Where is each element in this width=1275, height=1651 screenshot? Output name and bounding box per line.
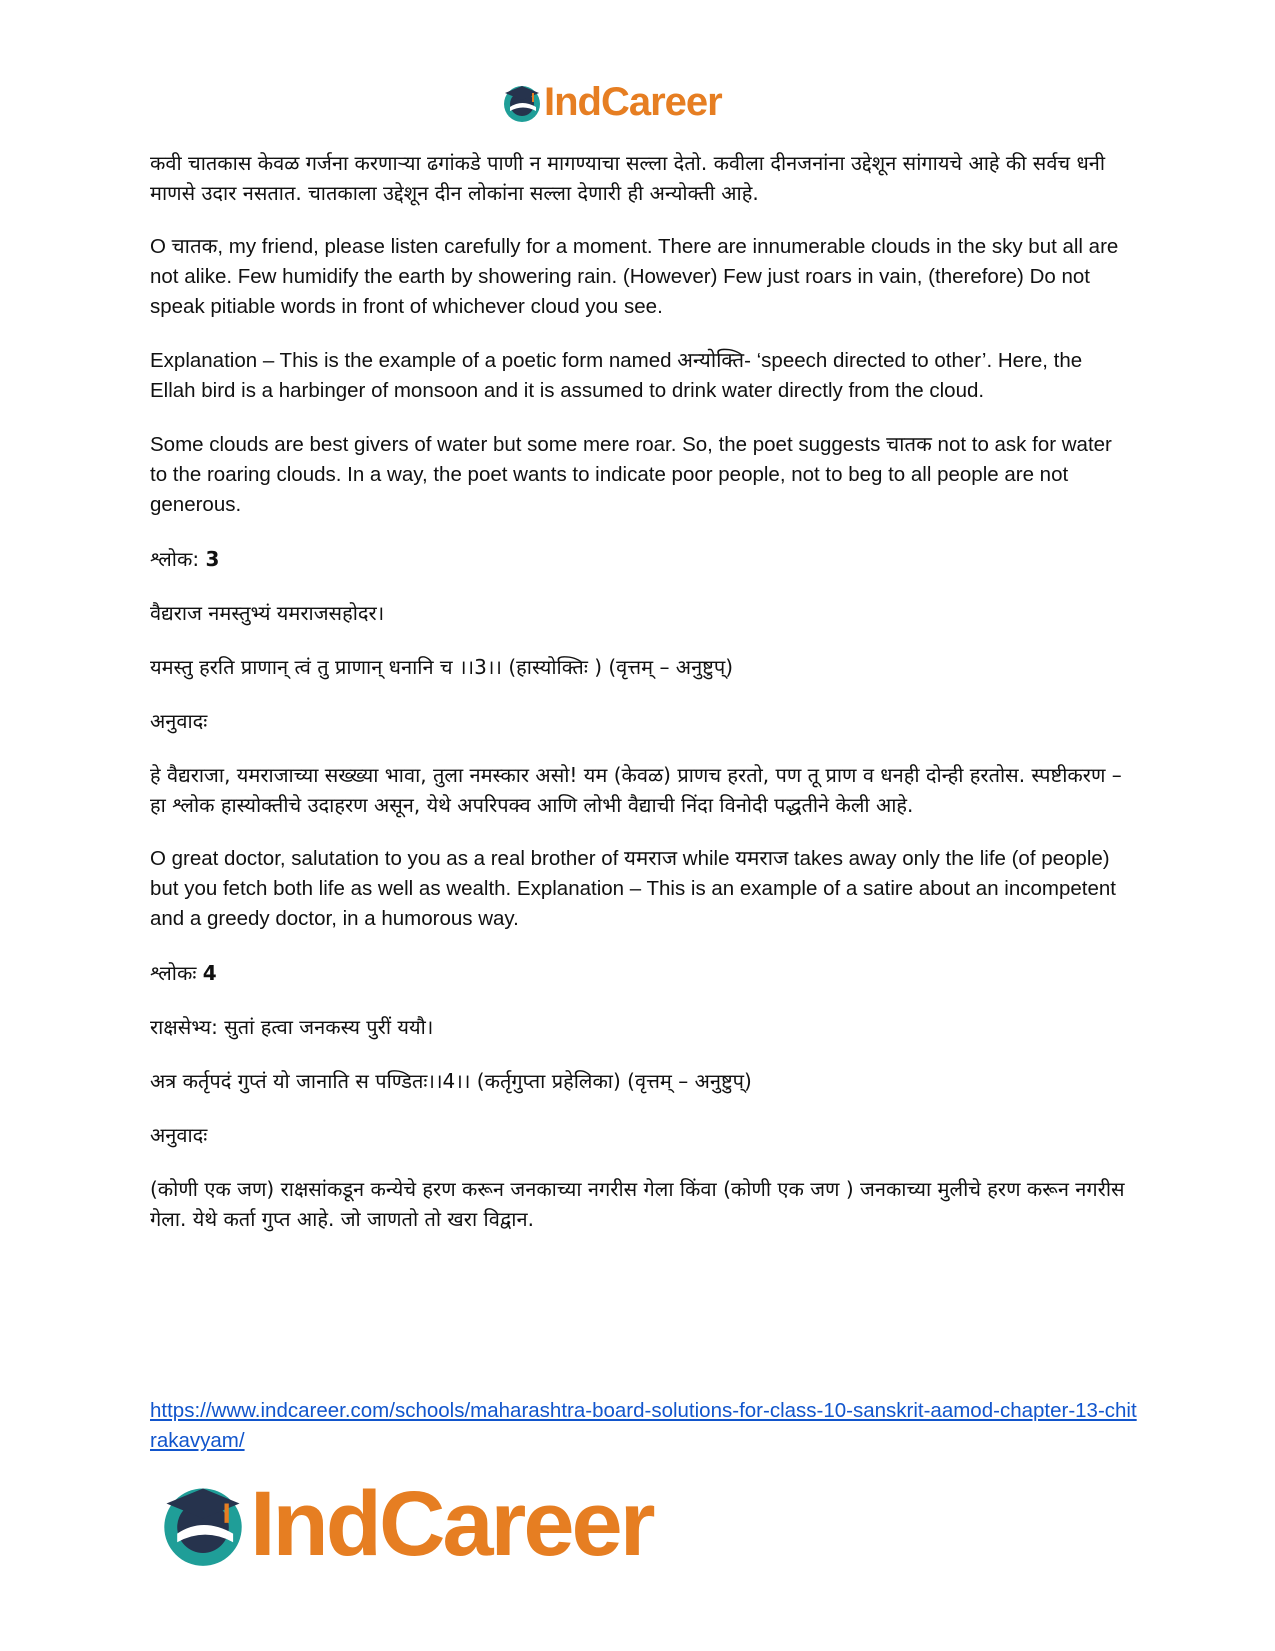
shloka-line-2: अत्र कर्तृपदं गुप्तं यो जानाति स पण्डितः।।4।। (कर्तृगुप्ता प्रहेलिका) (वृत्तम् – अनुष्टुप्) xyxy=(150,1069,752,1093)
source-link[interactable]: https://www.indcareer.com/schools/maharashtra-board-solutions-for-class-10-sanskrit-aamod-chapter-13-chitrakavyam/ xyxy=(150,1399,1137,1452)
paragraph-translation: O चातक, my friend, please listen carefully for a moment. There are innumerable clouds in the sky but all are not alike. Few humidify the earth by showering rain. (However) Few just roars in vain, (therefore) Do not speak pitiable words in front of whichever cloud you see. xyxy=(150,235,1119,318)
shloka-label: श्लोक: xyxy=(150,547,200,571)
graduation-globe-icon xyxy=(502,83,542,123)
paragraph-marathi-translation: हे वैद्यराजा, यमराजाच्या सख्ख्या भावा, तुला नमस्कार असो! यम (केवळ) प्राणच हरतो, पण तू प्राण व धनही दोन्ही हरतोस. स्पष्टीकरण – हा श्लोक हास्योक्तीचे उदाहरण असून, येथे अपरिपक्व आणि लोभी वैद्याची निंदा विनोदी पद्धतीने केली आहे. xyxy=(150,763,1122,817)
paragraph-marathi-intro: कवी चातकास केवळ गर्जना करणाऱ्या ढगांकडे पाणी न मागण्याचा सल्ला देतो. कवीला दीनजनांना उद्देशून सांगायचे आहे की सर्वच धनी माणसे उदार नसतात. चातकाला उद्देशून दीन लोकांना सल्ला देणारी ही अन्योक्ती आहे. xyxy=(150,151,1106,205)
brand-name: IndCareer xyxy=(544,80,722,124)
paragraph-suggestion: Some clouds are best givers of water but some mere roar. So, the poet suggests चातक not to ask for water to the roaring clouds. In a way, the poet wants to indicate poor people, not to beg to all people are not generous. xyxy=(150,433,1112,516)
shloka-heading-3 xyxy=(150,544,1130,574)
shloka-line-2: यमस्तु हरति प्राणान् त्वं तु प्राणान् धनानि च ।।3।। (हास्योक्तिः ) (वृत्तम् – अनुष्टुप्) xyxy=(150,655,734,679)
shloka-line-1: राक्षसेभ्य: सुतां हत्वा जनकस्य पुरीं ययौ। xyxy=(150,1015,434,1039)
translation-heading: अनुवादः xyxy=(150,709,208,733)
shloka-heading-4 xyxy=(150,958,1130,988)
paragraph-explanation: Explanation – This is the example of a poetic form named अन्योक्ति- ‘speech directed to other’. Here, the Ellah bird is a harbinger of monsoon and it is assumed to drink water directly from the cloud. xyxy=(150,349,1083,402)
brand-logo-top xyxy=(502,80,722,125)
shloka-number: 3 xyxy=(205,547,220,571)
document-body xyxy=(150,148,1130,1258)
shloka-number: 4 xyxy=(202,961,217,985)
shloka-label: श्लोकः xyxy=(150,961,197,985)
brand-name: IndCareer xyxy=(250,1473,653,1575)
paragraph-marathi-translation: (कोणी एक जण) राक्षसांकडून कन्येचे हरण करून जनकाच्या नगरीस गेला किंवा (कोणी एक जण ) जनकाच्या मुलीचे हरण करून नगरीस गेला. येथे कर्ता गुप्त आहे. जो जाणतो तो खरा विद्वान. xyxy=(150,1177,1125,1231)
graduation-globe-icon xyxy=(160,1482,246,1568)
shloka-line-1: वैद्यराज नमस्तुभ्यं यमराजसहोदर। xyxy=(150,601,385,625)
brand-logo-bottom xyxy=(160,1472,653,1577)
translation-heading: अनुवादः xyxy=(150,1123,208,1147)
paragraph-english-translation: O great doctor, salutation to you as a real brother of यमराज while यमराज takes away only the life (of people) but you fetch both life as well as wealth. Explanation – This is an example of a satire about an incompetent and a greedy doctor, in a humorous way. xyxy=(150,847,1116,930)
